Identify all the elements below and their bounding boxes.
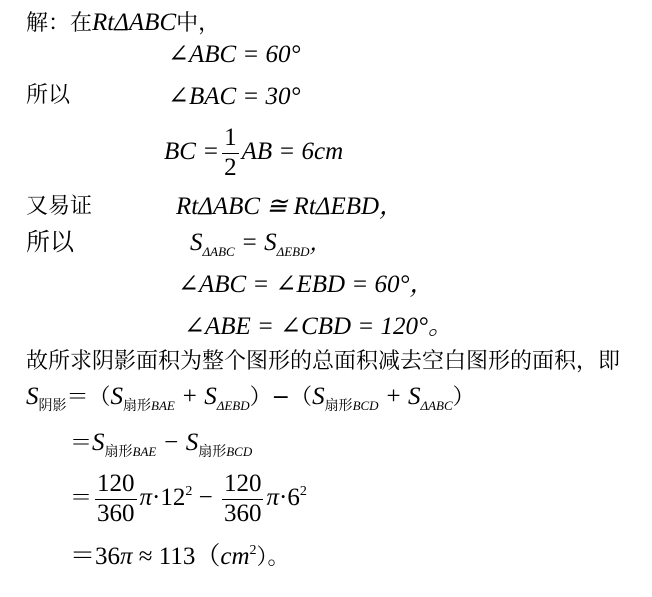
exponent-2: 2 [249,543,257,558]
fraction-120-360 [222,470,264,529]
symbol-s: S [407,383,421,410]
exponent-2: 2 [185,483,193,499]
expr-triangle-abc: RtΔABC [92,9,177,36]
exponent-2: 2 [299,483,307,499]
symbol-s: S [264,229,277,256]
symbol-equals-paren: ＝（ [66,385,111,410]
symbol-equals: ＝ [70,485,93,511]
expr-bc-lhs: BC = [164,137,220,165]
subscript-bae: BAE [132,444,157,459]
symbol-s: S [204,383,217,410]
subscript-bae: BAE [151,398,175,413]
line-5: RtΔABC ≅ RtΔEBD， [176,193,405,220]
fraction-denominator: 360 [223,499,262,527]
fraction-numerator: 1 [222,124,239,154]
line-11 [70,429,253,460]
symbol-minus: − [192,483,219,511]
line-10 [26,383,475,414]
symbol-s: S [92,429,105,456]
subscript-abc: ΔABC [420,398,453,413]
subscript-bcd: BCD [352,398,379,413]
symbol-plus: + [378,383,408,410]
symbol-pi: π [139,483,153,511]
symbol-s: S [185,429,199,456]
subscript-shanxing: 扇形 [324,398,353,414]
symbol-s: S [312,383,325,410]
subscript-abc: ΔABC [202,244,235,259]
term-12: ·12 [152,483,186,511]
line-9: 故所求阴影面积为整个图形的总面积减去空白图形的面积，即 [26,349,621,374]
symbol-minus: − [156,429,186,456]
subscript-ebd: ΔEBD [216,398,250,413]
fraction-numerator: 120 [222,470,264,500]
subscript-yinying: 阴影 [38,398,67,414]
line-2: ∠ABC = 60° [168,41,301,68]
subscript-shanxing: 扇形 [198,444,227,460]
symbol-equals: ＝ [70,431,93,456]
symbol-s: S [26,383,39,410]
line-6 [190,229,332,259]
symbol-s: S [110,383,124,410]
subscript-shanxing: 扇形 [104,444,133,460]
fraction-half [222,124,239,183]
line-3: ∠BAC = 30° [168,83,301,110]
symbol-pi: π [120,543,133,570]
fraction-numerator: 120 [95,470,137,500]
fraction-denominator: 2 [224,153,237,181]
line-8: ∠ABE = ∠CBD = 120°。 [184,313,453,340]
result-approx-113: ≈ 113（ [132,543,221,570]
subscript-ebd: ΔEBD [276,244,310,259]
expr-ab-rhs: AB = 6cm [241,137,344,165]
close-paren: ） [452,385,475,410]
label-suoyi-1: 所以 [26,83,71,108]
line-1 [26,10,220,35]
comma: ， [309,231,332,256]
result-36: ＝36 [70,543,121,570]
fraction-120-360 [95,470,137,529]
text-solution-label: 解：在 [26,11,93,36]
symbol-pi: π [266,483,280,511]
label-youyizheng: 又易证 [26,194,93,219]
line-4 [164,124,343,183]
symbol-s: S [190,229,203,256]
line-12 [70,470,307,529]
label-suoyi-2: 所以 [26,228,74,256]
symbol-equals: = [234,229,265,256]
symbol-minus-paren: ）−（ [249,385,313,410]
text-zhong: 中， [176,11,221,36]
subscript-shanxing: 扇形 [123,398,152,414]
symbol-plus: + [174,383,205,410]
line-13 [70,544,290,569]
close-paren-period: ）。 [256,545,290,570]
line-7: ∠ABC = ∠EBD = 60°， [178,271,435,298]
term-6: ·6 [279,483,300,511]
unit-cm: cm [220,543,250,570]
subscript-bcd: BCD [226,444,253,459]
fraction-denominator: 360 [97,499,135,527]
